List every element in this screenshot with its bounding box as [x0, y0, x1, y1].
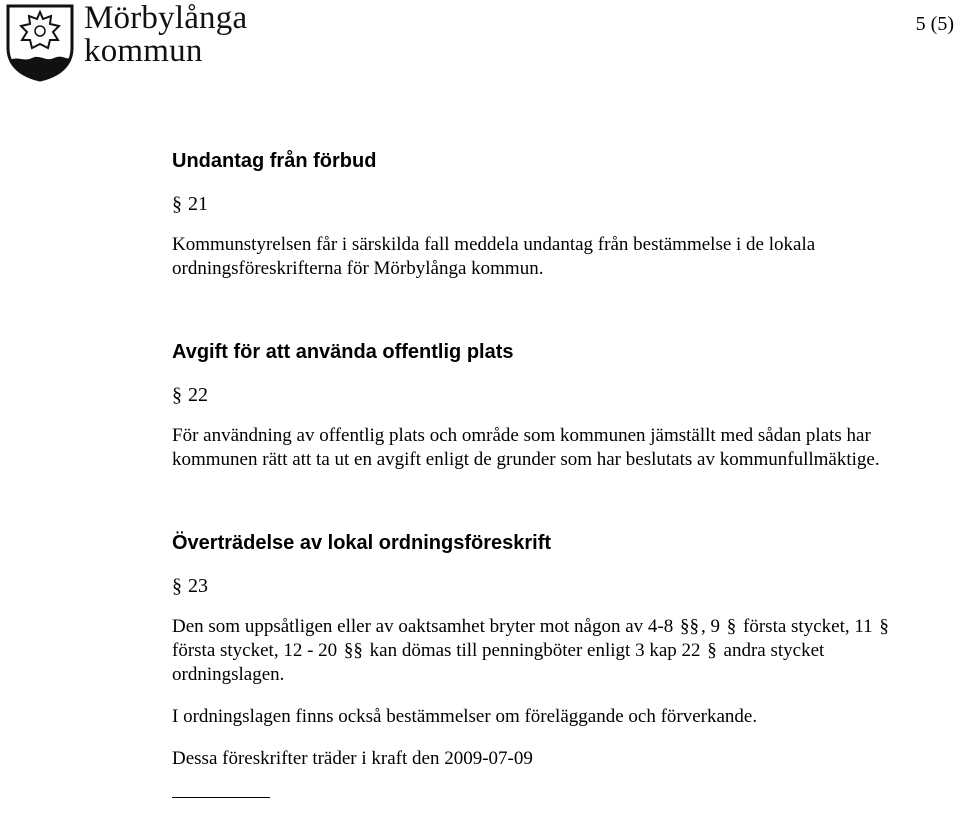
paragraph-effective-date: Dessa föreskrifter träder i kraft den 2009-07-09 [172, 748, 533, 769]
paragraph-number-23 [172, 573, 932, 599]
logo-line-2: kommun [84, 33, 203, 69]
document-body [172, 148, 932, 798]
municipality-logo-text [84, 2, 247, 68]
section-symbol: § [707, 640, 717, 661]
text-run: första stycket, 11 [738, 616, 878, 637]
text-run: Den som uppsåtligen eller av oaktsamhet bryter mot någon av 4-8 [172, 616, 679, 637]
section-symbol: § [172, 193, 182, 215]
paragraph-text-23 [172, 615, 932, 687]
section-title-23: Överträdelse av lokal ordningsföreskrift [172, 532, 552, 554]
section-symbol: §§ [343, 640, 363, 661]
text-run: kan dömas till penningböter enligt 3 kap 22 [364, 640, 706, 661]
section-title-22: Avgift för att använda offentlig plats [172, 341, 514, 363]
paragraph-ordningslagen: I ordningslagen finns också bestämmelser om föreläggande och förverkande. [172, 706, 758, 727]
paragraph-number-22 [172, 382, 932, 408]
section-title-21: Undantag från förbud [172, 150, 377, 172]
text-run: , 9 [701, 616, 725, 637]
paragraph-text-21: Kommunstyrelsen får i särskilda fall meddela undantag från bestämmelse i de lokala ordningsföreskrifterna för Mörbylånga kommun. [172, 234, 816, 279]
page-number: 5 (5) [915, 13, 954, 35]
text-run: andra stycket ordningslagen. [172, 640, 825, 685]
closing-rule [172, 797, 270, 798]
municipality-crest-icon [4, 2, 76, 82]
logo-line-1: Mörbylånga [84, 0, 248, 36]
text-run: första stycket, 12 - 20 [172, 640, 342, 661]
page-header [0, 0, 960, 90]
paragraph-number-21 [172, 191, 932, 217]
section-symbol: § [172, 384, 182, 406]
paragraph-number: 23 [188, 575, 208, 597]
section-symbol: §§ [680, 616, 700, 637]
section-symbol: § [172, 575, 182, 597]
paragraph-text-22: För användning av offentlig plats och område som kommunen jämställt med sådan plats har kommunen rätt att ta ut en avgift enligt de grunder som har beslutats av kommunfullmäktige. [172, 425, 880, 470]
section-symbol: § [879, 616, 889, 637]
paragraph-number: 21 [188, 193, 208, 215]
section-symbol: § [726, 616, 737, 637]
paragraph-number: 22 [188, 384, 208, 406]
